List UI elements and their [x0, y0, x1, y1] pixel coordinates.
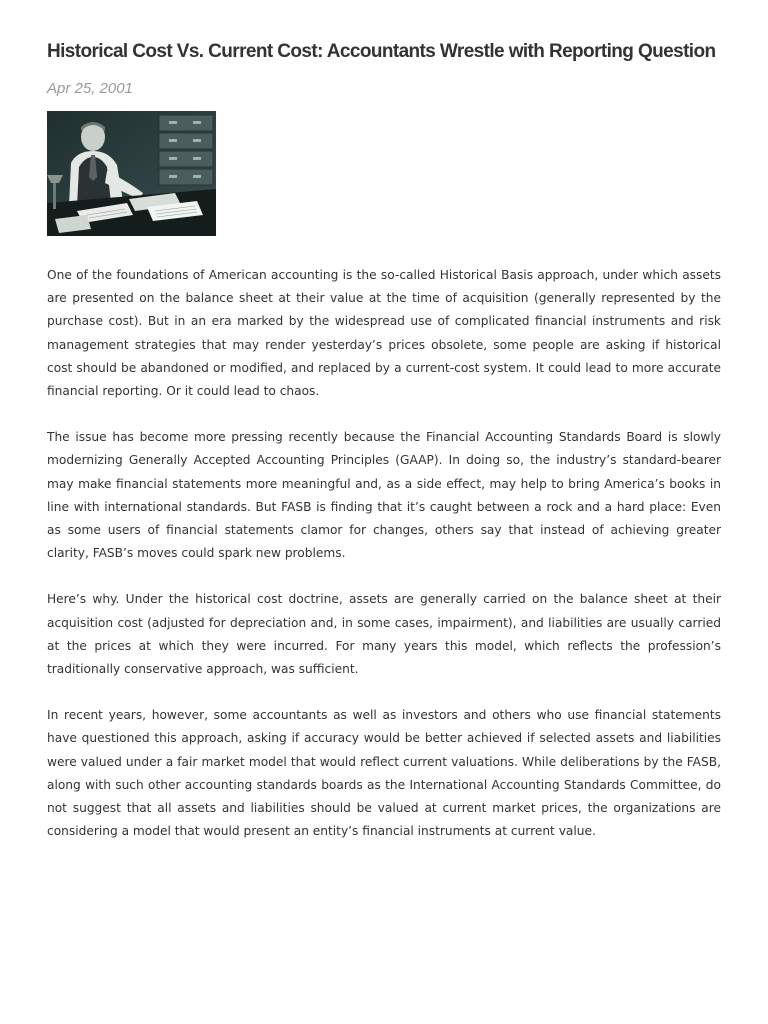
paragraph: The issue has become more pressing recently because the Financial Accounting Standards Board is slowly modernizing Generally Accepted Accounting Principles (GAAP). In doing so, the industry’s standard-bearer may make financial statements more meaningful and, as a side effect, may help to bring America’s books in line with international standards. But FASB is finding that it’s caught between a rock and a hard place: Even as some users of financial statements clamor for changes, others say that instead of achieving greater clarity, FASB’s moves could spark new problems. [47, 430, 721, 561]
article [47, 40, 721, 866]
paragraph: One of the foundations of American accounting is the so-called Historical Basis approach, under which assets are presented on the balance sheet at their value at the time of acquisition (generally represented by the purchase cost). But in an era marked by the widespread use of complicated financial instruments and risk management strategies that may render yesterday’s prices obsolete, some people are asking if historical cost should be abandoned or modified, and replaced by a current-cost system. It could lead to more accurate financial reporting. Or it could lead to chaos. [47, 268, 721, 399]
article-date: Apr 25, 2001 [47, 80, 133, 97]
paragraph: In recent years, however, some accountants as well as investors and others who use financial statements have questioned this approach, asking if accuracy would be better achieved if selected assets and liabilities were valued under a fair market model that would reflect current valuations. While deliberations by the FASB, along with such other accounting standards boards as the International Accounting Standards Committee, do not suggest that all assets and liabilities should be valued at current market prices, the organizations are considering a model that would present an entity’s financial instruments at current value. [47, 708, 721, 839]
accountant-at-desk-photo [47, 111, 216, 236]
paragraph: Here’s why. Under the historical cost doctrine, assets are generally carried on the balance sheet at their acquisition cost (adjusted for depreciation and, in some cases, impairment), and liabilities are usually carried at the prices at which they were incurred. For many years this model, which reflects the profession’s traditionally conservative approach, was sufficient. [47, 592, 721, 677]
article-body [47, 264, 721, 843]
article-title: Historical Cost Vs. Current Cost: Accountants Wrestle with Reporting Question [47, 41, 716, 62]
